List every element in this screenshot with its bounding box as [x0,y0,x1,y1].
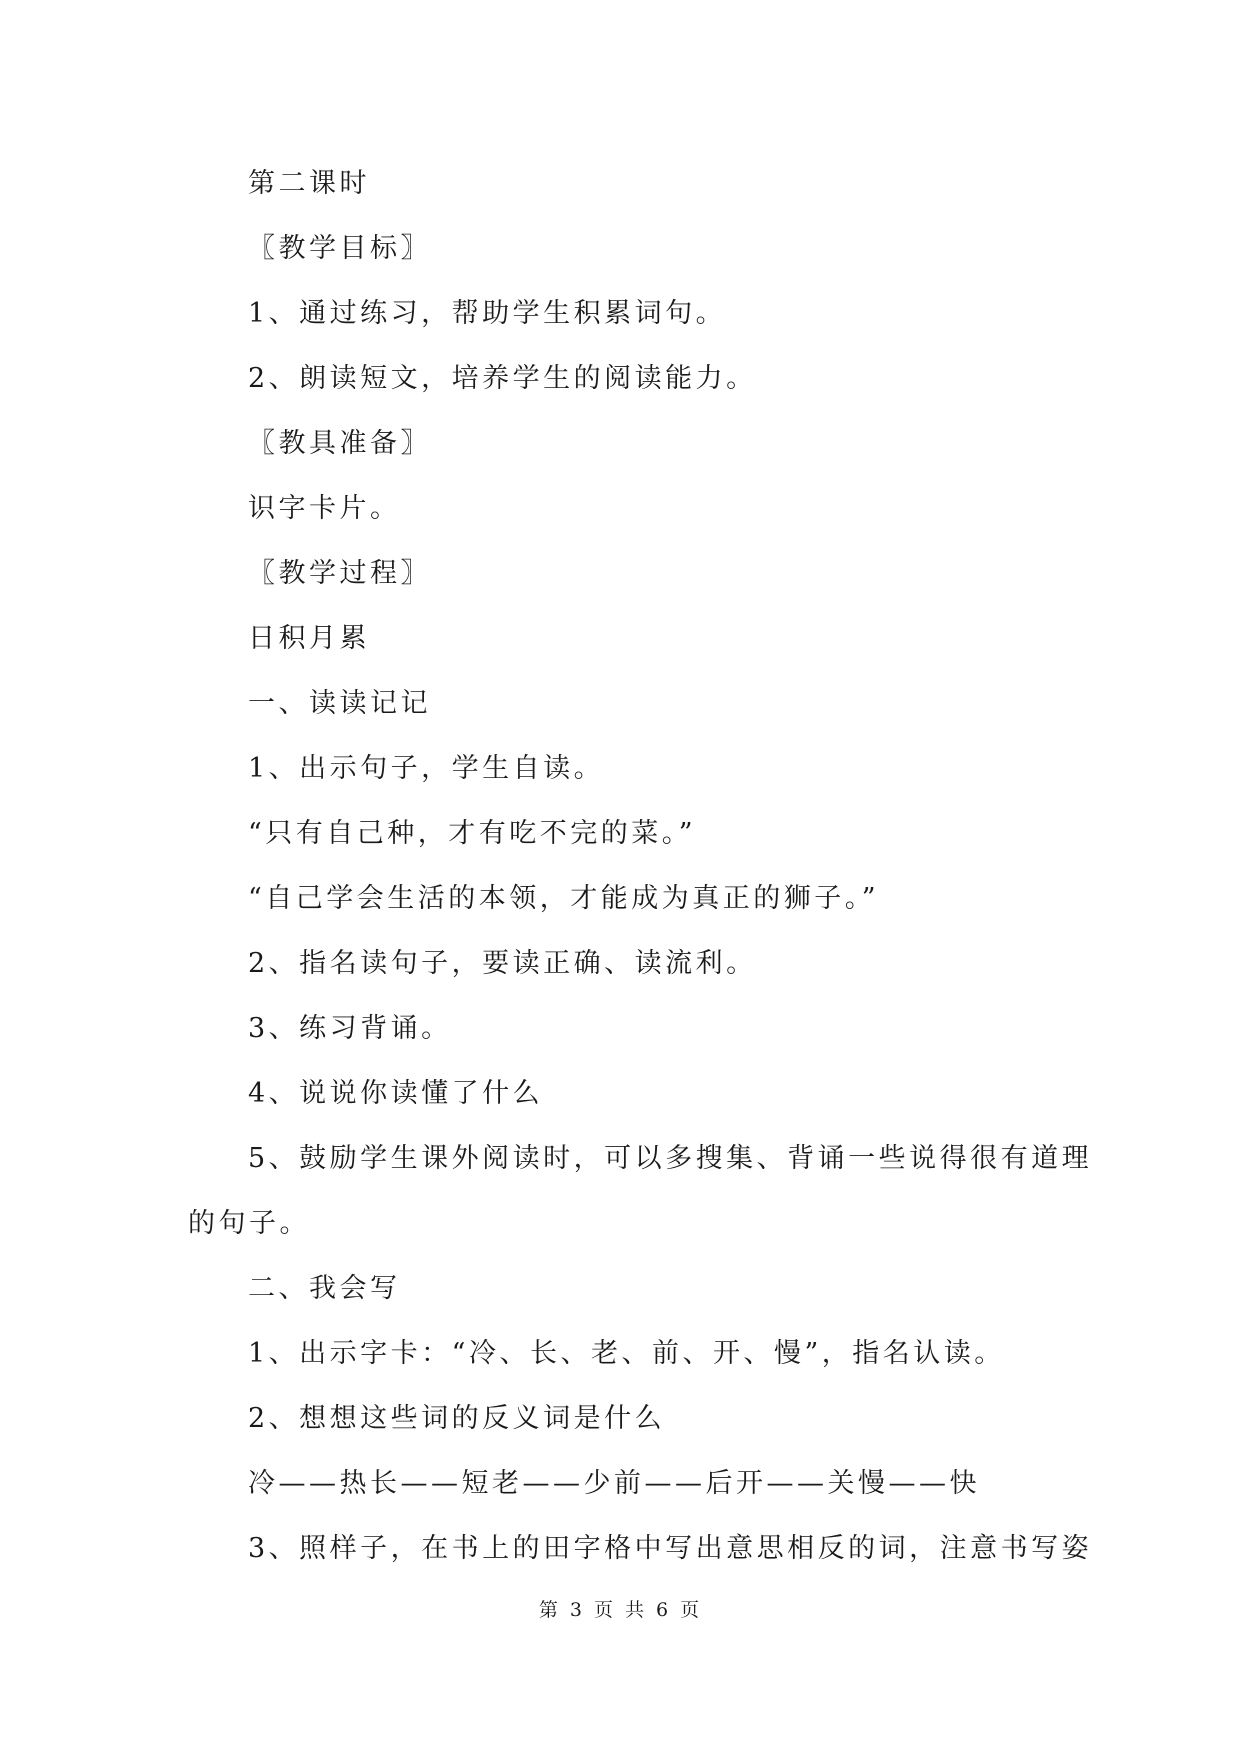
paragraph: 2、想想这些词的反义词是什么 [248,1403,666,1434]
page-number-footer: 第 3 页 共 6 页 [538,1599,703,1621]
section-label: 〖教学过程〗 [248,558,431,589]
quote: “只有自己种，才有吃不完的菜。” [248,818,697,849]
paragraph: 1、出示字卡：“冷、长、老、前、开、慢”，指名认读。 [248,1338,1005,1369]
paragraph: 3、练习背诵。 [248,1013,452,1044]
subheading: 日积月累 [248,623,370,654]
paragraph: 3、照样子，在书上的田字格中写出意思相反的词，注意书写姿 [248,1533,1093,1564]
subheading: 一、读读记记 [248,688,431,719]
quote: “自己学会生活的本领，才能成为真正的狮子。” [248,883,880,914]
paragraph-continuation: 的句子。 [188,1208,310,1239]
subheading: 二、我会写 [248,1273,401,1304]
paragraph: 5、鼓励学生课外阅读时，可以多搜集、背诵一些说得很有道理 [248,1143,1093,1174]
paragraph: 1、通过练习，帮助学生积累词句。 [248,298,727,329]
paragraph: 4、说说你读懂了什么 [248,1078,544,1109]
section-label: 〖教学目标〗 [248,233,431,264]
antonym-pairs: 冷——热长——短老——少前——后开——关慢——快 [248,1468,980,1499]
paragraph: 2、朗读短文，培养学生的阅读能力。 [248,363,757,394]
paragraph: 2、指名读句子，要读正确、读流利。 [248,948,757,979]
paragraph: 识字卡片。 [248,493,401,524]
section-label: 〖教具准备〗 [248,428,431,459]
paragraph: 1、出示句子，学生自读。 [248,753,605,784]
section-heading: 第二课时 [248,168,370,199]
